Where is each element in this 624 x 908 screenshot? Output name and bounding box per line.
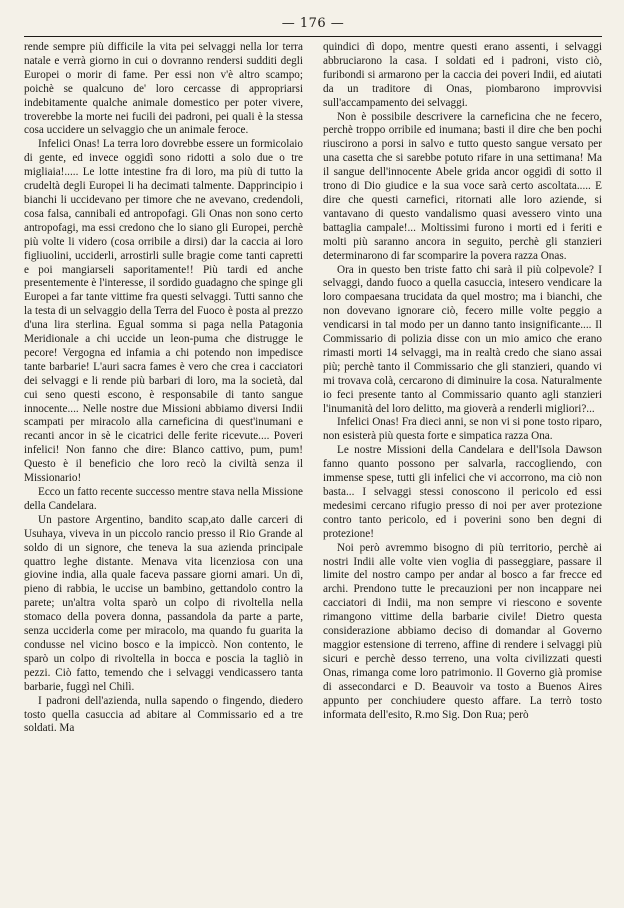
left-column [24, 41, 303, 736]
page-number: — 176 — [281, 16, 345, 31]
right-column [323, 41, 602, 736]
paragraph: Le nostre Missioni della Candelara e dell'Isola Dawson fanno quanto possono per salvarla, raccogliendo, con immense spese, tutti gli infelici che vi accorrono, ma ciò non basta... I selvaggi stessi conoscono il pericolo ed essi medesimi cercano rifugio presso di noi per aver protezione contro tanto pericolo, ed i poverini sono ben degni di protezione! [323, 444, 602, 540]
paragraph: I padroni dell'azienda, nulla sapendo o fingendo, diedero tosto quella casuccia ad abitare al Commissario ed a tre soldati. Ma [24, 694, 303, 735]
paragraph: Infelici Onas! La terra loro dovrebbe essere un formicolaio di gente, ed invece oggidì sono ridotti a solo due o tre migliaia!..... Le lotte intestine fra di loro, ma più di tutto la crudeltà degli Europei li ha decimati talmente. Dapprincipio i bianchi li uccidevano per timore che ne avevano, credendoli, cosa falsa, cannibali ed antropofagi. Gli Onas non sono certo antropofagi, ma essi credono che lo siano gli Europei, perchè più volte li videro (cosa orribile a dirsi) dar la caccia ai loro figliuolini, ucciderli, arrostirli sulle bragie come tanti capretti e poi mangiarseli saporitamente!! Più tardi ed anche presentemente è l'interesse, il sordido guadagno che spinge gli Europei a far tante vittime fra questi selvaggi. Tutti sanno che la testa di un selvaggio della Terra del Fuoco è posta al prezzo d'una lira sterlina. Egual somma si paga nella Patagonia Meridionale a chi uccide un leon-puma che distrugge le pecore! Vergogna ed infamia a chi potendo non impedisce tante barbarie! L'auri sacra fames è vero che crea i cacciatori dei selvaggi e li rende più barbari di loro, ma la società, dal cui seno questi escono, è responsabile di tanto sangue innocente.... Nelle nostre due Missioni abbiamo diversi Indii scampati per miracolo alla carneficina di quest'inumani e recanti ancor in sè le cicatrici delle ferite ricevute.... Poveri infelici! Non fanno che dire: Blanco cattivo, pum, pum! Questo è il beneficio che loro recò la civiltà senza il Missionario! [24, 138, 303, 485]
text-columns [24, 41, 602, 736]
paragraph: quindici dì dopo, mentre questi erano assenti, i selvaggi abbruciarono la casa. I soldati ed i padroni, visto ciò, furibondi si armarono per la caccia dei poveri Indii, ed aiutati da un traditore di Onas, piombarono improvvisi sull'accampamento dei selvaggi. [323, 41, 602, 109]
paragraph: rende sempre più difficile la vita pei selvaggi nella lor terra natale e verrà giorno in cui o dovranno rendersi sudditi degli Europei o morir di fame. Per essi non v'è altro scampo; poichè se qualcuno de' loro cercasse di appropriarsi indebitamente qualche animale domestico per poter vivere, troverebbe la morte nei fucili dei padroni, pei quali è la stessa cosa uccidere un selvaggio che un animale feroce. [24, 41, 303, 137]
paragraph: Un pastore Argentino, bandito scap,ato dalle carceri di Usuhaya, viveva in un piccolo rancio presso il Rio Grande al soldo di un signore, che teneva la sua azienda principale quattro leghe distante. Menava vita licenziosa con una giovine india, alla quale faceva passare giorni amari. Un dì, pieno di rabbia, le uccise un bambino, gettandolo contro la parete; un'altra volta sparò un colpo di rivoltella nella stomaco della povera donna, passandola da parte a parte, senza ucciderla come per miracolo, ma quando fu guarita la condusse nel vicino bosco e la impiccò. Non contento, le sparò un colpo di rivoltella in bocca e poscia la tagliò in pezzi. Ciò fatto, temendo che i selvaggi vendicassero tanta barbarie, fuggì nel Chilì. [24, 513, 303, 693]
header-rule [24, 36, 602, 37]
paragraph: Ora in questo ben triste fatto chi sarà il più colpevole? I selvaggi, dando fuoco a quella casuccia, intesero vendicare la loro compaesana trucidata da quel mostro; ma i bianchi, che non dovevano ignorare ciò, fecero mille volte peggio a vendicarsi in tal modo per un danno tanto insignificante.... Il Commissario di polizia disse con un mio amico che erano rimasti morti 14 selvaggi, ma in realtà credo che siano assai più; perchè tanto il Commissario che gli stanzieri, quando vi mi trovava colà, cercarono di diminuire la cosa. Naturalmente io feci presente tanto al Commissario quanto agli stanzieri l'inumanità del loro delitto, ma gioverà a renderli migliori?... [323, 263, 602, 415]
paragraph: Non è possibile descrivere la carneficina che ne fecero, perchè troppo orribile ed inumana; basti il dire che ben pochi riuscirono a porsi in salvo e tutto questo sangue versato per una casetta che si sarebbe potuto rifare in una settimana! Ma il sangue dell'innocente Abele grida ancor oggidì di sotto il trono di Dio giudice e la sua voce sarà certo ascoltata..... E dire che questi carnefici, ritornati alle loro aziende, si vantavano di questo vandalismo quasi avessero vinto una battaglia campale!... Moltissimi furono i morti ed i feriti e molti più saranno ancora in seguito, perchè gli stanzieri determinarono di far scomparire la povera razza Onas. [323, 110, 602, 262]
paragraph: Ecco un fatto recente successo mentre stava nella Missione della Candelara. [24, 486, 303, 512]
paragraph: Infelici Onas! Fra dieci anni, se non vi si pone tosto riparo, non esisterà più questa forte e simpatica razza Ona. [323, 416, 602, 443]
paragraph: Noi però avremmo bisogno di più territorio, perchè ai nostri Indii alle volte vien voglia di passeggiare, passare il limite del nostro campo per andar al bosco a far frecce ed archi. Prendono tutte le precauzioni per non incappare nei cacciatori di Indii, ma non sempre vi riescono e sovente rimangono vittime della barbarie civile! Dietro questa considerazione abbiamo deciso di domandar al Governo maggior estensione di terreno, affine di rendere i selvaggi più sicuri e perchè desso terreno, una volta civilizzati questi Onas, rimanga come loro patrimonio. Il Governo già promise di assecondarci e D. Beauvoir va tosto a Buenos Aires appunto per conchiudere questo affare. La terrò tosto informata dell'esito, R.mo Sig. Don Rua; però [323, 541, 602, 721]
